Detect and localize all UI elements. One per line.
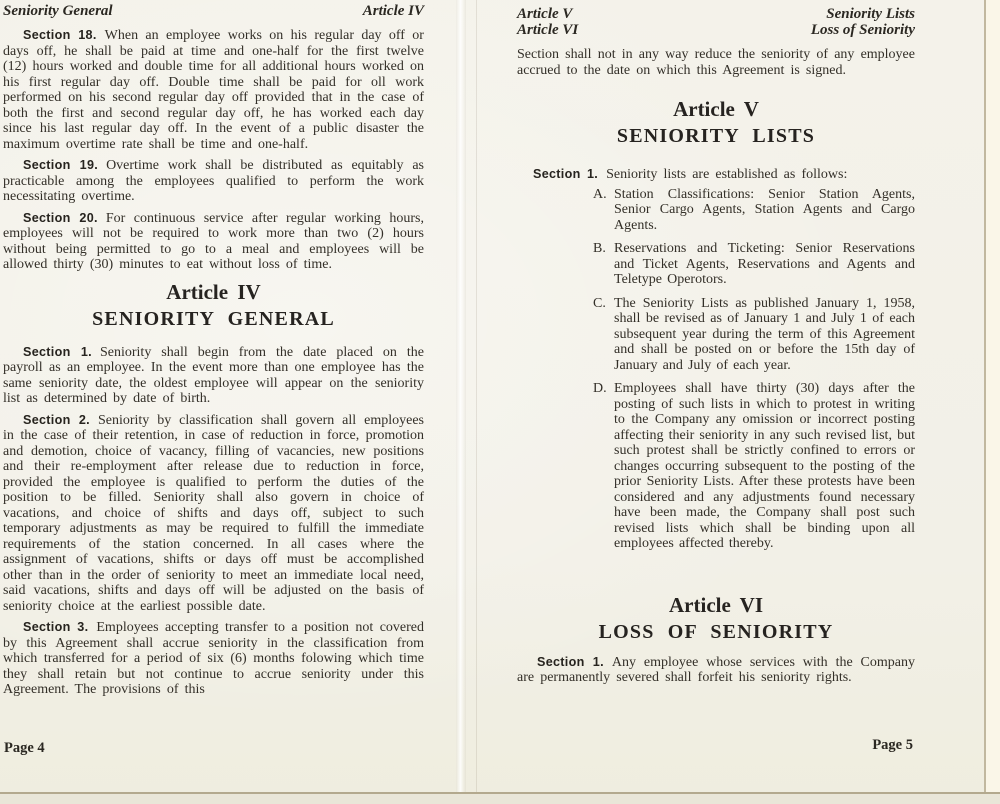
article-iv-section-3-text: Employees accepting transfer to a position not covered by this Agreement shall accrue seniority in the classification from which transferred for a period of six (6) months folowing which time they shall retain but not continue to accrue seniority under this Agreement. The provisions of this <box>3 620 424 697</box>
section-19-label: Section 19. <box>23 158 99 172</box>
list-item-b-text: Reservations and Ticketing: Senior Reservations and Ticket Agents, Reservations and Agents and Teletype Operotors. <box>614 241 915 287</box>
list-item-a-letter: A. <box>593 186 607 202</box>
article-vi-section-1-label: Section 1. <box>537 654 604 669</box>
article-v-heading: Article V <box>673 97 759 121</box>
article-v-title: SENIORITY LISTS <box>616 125 816 147</box>
section-20-paragraph <box>3 211 424 273</box>
section-18-label: Section 18. <box>23 28 97 42</box>
seniority-list-items <box>593 187 915 552</box>
article-iv-section-3-label: Section 3. <box>23 620 89 634</box>
article-vi-title: LOSS OF SENIORITY <box>598 620 834 643</box>
right-page <box>517 6 915 692</box>
article-iv-section-3-paragraph <box>3 620 424 698</box>
left-page <box>3 3 424 704</box>
running-header-article-vi: Article VI <box>517 22 579 38</box>
page-gutter-shadow-line <box>476 0 477 804</box>
list-item-a-text: Station Classifications: Senior Station Agents, Senior Cargo Agents, Station Agents and Cargo Agents. <box>614 186 915 233</box>
article-vi-heading: Article VI <box>669 592 763 617</box>
running-header-right-page <box>517 6 915 38</box>
running-header-loss-of-seniority: Loss of Seniority <box>810 22 915 38</box>
running-header-seniority-lists: Seniority Lists <box>826 6 915 22</box>
article-vi-section-1-text: Any employee whose services with the Company are permanently severed shall forfeit his seniority rights. <box>517 654 915 685</box>
running-header-section-names <box>811 6 915 38</box>
running-header-article-v: Article V <box>517 6 573 22</box>
section-19-text: Overtime work shall be distributed as equitably as practicable among the employees qualified to perform the work necessitating overtime. <box>3 158 424 204</box>
page-edge-right <box>984 0 1000 804</box>
article-iv-heading: Article IV <box>166 279 261 304</box>
list-item-d <box>593 381 915 552</box>
running-header-section-name: Seniority General <box>3 3 113 19</box>
list-item-d-letter: D. <box>593 381 607 396</box>
running-header-left-page <box>3 3 424 19</box>
list-item-b <box>593 241 915 288</box>
article-iv-section-1-label: Section 1. <box>23 344 92 359</box>
article-iv-section-2-text: Seniority by classification shall govern all employees in the case of their retention, in case of reduction in force, promotion and demotion, choice of vacancy, filling of vacancies, new positions and their re-employment after release due to reduction in force, provided the employee is qualified to perform the duties of the position to be filled. Seniority shall also govern in choice of vacations, and choice of shifts and days off, subject to such temporary adjustments as may be required to fulfill the immediate requirements of the station concerned. In all cases where the assignment of vacations, shifts or days off must be accomplished other than in the order of seniority to meet an immediate local need, said vacations, shifts and days off will be adjusted on the basis of seniority choice at the earliest possible date. <box>3 412 424 614</box>
page-number-right: Page 5 <box>872 737 913 753</box>
article-iv-title: SENIORITY GENERAL <box>92 307 335 330</box>
article-iv-section-1-text: Seniority shall begin from the date placed on the payroll as an employee. In the event more than one employee has the same seniority date, the oldest employee will appear on the seniority list as determined by date of birth. <box>3 344 424 406</box>
list-item-c <box>593 296 915 374</box>
running-header-article-number: Article IV <box>362 3 424 19</box>
list-item-c-letter: C. <box>593 295 606 311</box>
article-iv-section-2-paragraph <box>3 413 424 615</box>
section-18-text: When an employee works on his regular day off or days off, he shall be paid at time and one-half for the first twelve (12) hours worked and double time for all additional hours worked on his first regular day off. Double time shall be paid for oll work performed on his second regular day off provided that in the case of both the first and second regular day off, he has worked each day since his last regular day off. In the event of a public disaster the maximum overtime rate shall be time and one-half. <box>3 28 424 152</box>
article-v-section-1-label: Section 1. <box>533 167 599 181</box>
article-vi-section-1-paragraph <box>517 655 915 686</box>
article-iv-section-2-label: Section 2. <box>23 412 90 427</box>
section-18-paragraph <box>3 28 424 152</box>
list-item-a <box>593 187 915 234</box>
article-v-section-1-line <box>517 167 915 183</box>
list-item-b-letter: B. <box>593 241 606 256</box>
running-header-article-numbers <box>517 6 578 38</box>
scan-edge-bottom <box>0 792 1000 804</box>
article-iv-section-1-paragraph <box>3 345 424 407</box>
continuation-paragraph: Section shall not in any way reduce the seniority of any employee accrued to the date on which this Agreement is signed. <box>517 47 915 78</box>
section-20-label: Section 20. <box>23 210 98 225</box>
section-19-paragraph <box>3 158 424 205</box>
page-number-left: Page 4 <box>4 740 45 756</box>
page-gutter-crease <box>456 0 466 804</box>
list-item-c-text: The Seniority Lists as published January 1, 1958, shall be revised as of January 1 and July 1 of each subsequent year during the term of this Agreement and shall be posted on or before the 15th day of January and July of each year. <box>614 295 915 373</box>
section-20-text: For continuous service after regular working hours, employees will not be required to work more than two (2) hours without being permitted to go to a meal and employees will be allowed thirty (30) minutes to eat without loss of time. <box>3 210 424 272</box>
list-item-d-text: Employees shall have thirty (30) days after the posting of such lists in which to protest in writing to the Company any omission or incorrect posting affecting their seniority in any such revised list, but such protest shall be strictly confined to errors or changes occurring subsequent to the posting of the prior Seniority Lists. After these protests have been considered and any adjustments found necessary have been made, the Company shall post such revised lists which shall be binding upon all employees affected thereby. <box>614 381 915 551</box>
article-v-section-1-text: Seniority lists are established as follows: <box>606 167 848 182</box>
